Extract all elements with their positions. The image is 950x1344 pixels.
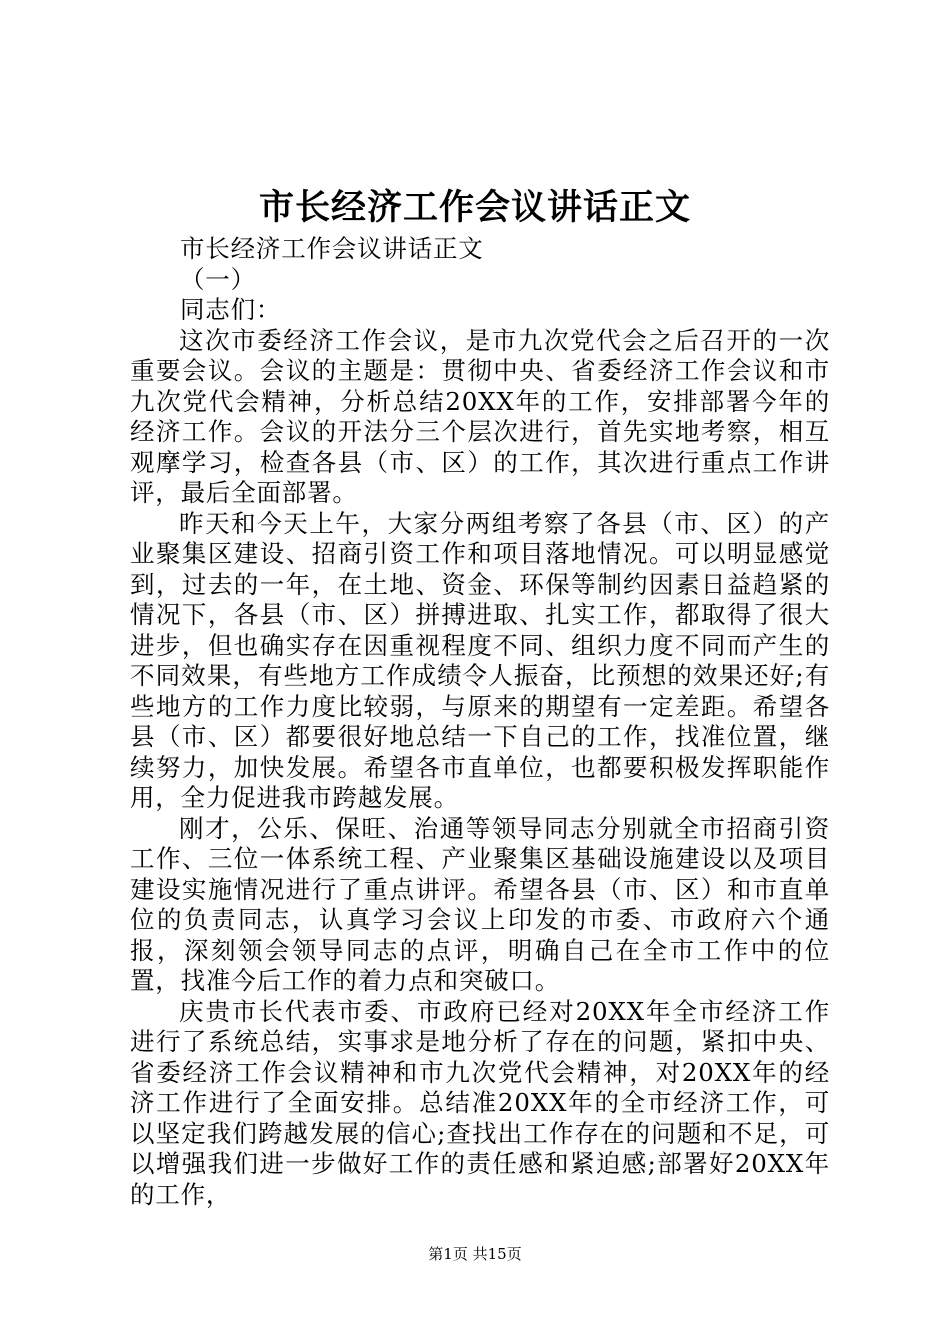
page-footer: 第1页 共15页	[428, 1245, 522, 1263]
salutation: 同志们：	[180, 295, 282, 324]
paragraph: 这次市委经济工作会议，是市九次党代会之后召开的一次重要会议。会议的主题是：贯彻中央、省委经济工作会议和市九次党代会精神，分析总结20XX年的工作，安排部署今年的经济工作。会议的开法分三个层次进行，首先实地考察，相互观摩学习，检查各县（市、区）的工作，其次进行重点工作讲评，最后全面部署。	[130, 325, 830, 507]
section-marker: （一）	[180, 264, 256, 294]
document-title: 市长经济工作会议讲话正文	[258, 187, 691, 228]
document-subtitle: 市长经济工作会议讲话正文	[180, 234, 484, 263]
document-body	[130, 234, 830, 1210]
paragraph: 昨天和今天上午，大家分两组考察了各县（市、区）的产业聚集区建设、招商引资工作和项目落地情况。可以明显感觉到，过去的一年，在土地、资金、环保等制约因素日益趋紧的情况下，各县（市、区）拼搏进取、扎实工作，都取得了很大进步，但也确实存在因重视程度不同、组织力度不同而产生的不同效果，有些地方工作成绩令人振奋，比预想的效果还好;有些地方的工作力度比较弱，与原来的期望有一定差距。希望各县（市、区）都要很好地总结一下自己的工作，找准位置，继续努力，加快发展。希望各市直单位，也都要积极发挥职能作用，全力促进我市跨越发展。	[130, 508, 830, 812]
paragraph: 刚才，公乐、保旺、治通等领导同志分别就全市招商引资工作、三位一体系统工程、产业聚集区基础设施建设以及项目建设实施情况进行了重点讲评。希望各县（市、区）和市直单位的负责同志，认真学习会议上印发的市委、市政府六个通报，深刻领会领导同志的点评，明确自己在全市工作中的位置，找准今后工作的着力点和突破口。	[130, 813, 830, 995]
paragraph: 庆贵市长代表市委、市政府已经对20XX年全市经济工作进行了系统总结，实事求是地分析了存在的问题，紧扣中央、省委经济工作会议精神和市九次党代会精神，对20XX年的经济工作进行了全面安排。总结准20XX年的全市经济工作，可以坚定我们跨越发展的信心;查找出工作存在的问题和不足，可以增强我们进一步做好工作的责任感和紧迫感;部署好20XX年的工作，	[130, 996, 830, 1209]
